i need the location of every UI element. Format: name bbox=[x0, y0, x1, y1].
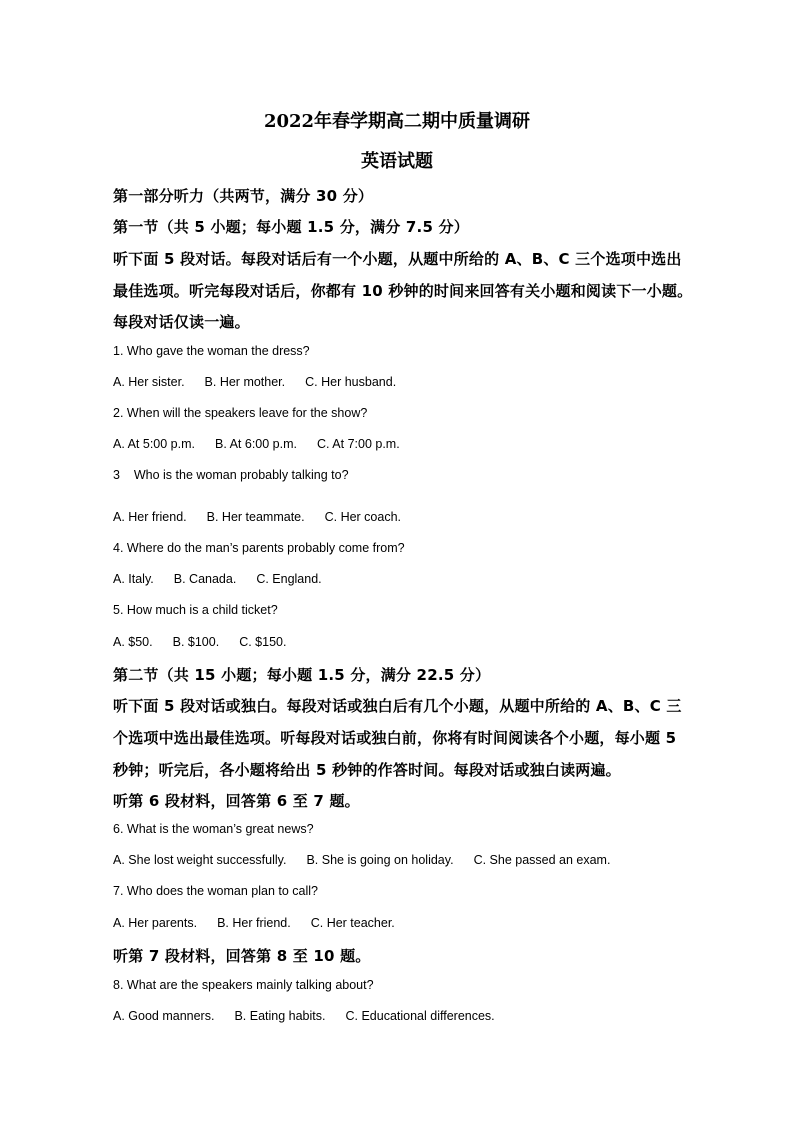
option-b: B. Canada. bbox=[173, 572, 237, 586]
section2-instruction-line: 秒钟；听完后，各小题将给出 5 秒钟的作答时间。每段对话或独白读两遍。 bbox=[113, 761, 621, 779]
section1-heading: 第一节（共 5 小题；每小题 1.5 分，满分 7.5 分） bbox=[113, 218, 469, 236]
question-1-options bbox=[113, 375, 416, 389]
option-c: C. $150. bbox=[239, 635, 287, 649]
question-8-stem: 8. What are the speakers mainly talking about? bbox=[113, 978, 374, 992]
question-4-options bbox=[113, 572, 342, 586]
option-b: B. $100. bbox=[172, 635, 220, 649]
question-3-options bbox=[113, 510, 421, 524]
option-b: B. Eating habits. bbox=[234, 1009, 326, 1023]
section1-instruction-line: 最佳选项。听完每段对话后，你都有 10 秒钟的时间来回答有关小题和阅读下一小题。 bbox=[113, 282, 693, 300]
exam-subtitle: 英语试题 bbox=[361, 151, 433, 172]
exam-title: 2022年春学期高二期中质量调研 bbox=[263, 111, 531, 132]
option-c: C. Educational differences. bbox=[345, 1009, 495, 1023]
material-6-heading: 听第 6 段材料，回答第 6 至 7 题。 bbox=[113, 792, 360, 810]
question-7-stem: 7. Who does the woman plan to call? bbox=[113, 884, 318, 898]
question-1-stem: 1. Who gave the woman the dress? bbox=[113, 344, 310, 358]
question-8-options bbox=[113, 1009, 515, 1023]
section1-instruction-line: 每段对话仅读一遍。 bbox=[113, 313, 250, 331]
option-c: C. At 7:00 p.m. bbox=[317, 437, 400, 451]
option-a: A. She lost weight successfully. bbox=[113, 853, 287, 867]
question-2-stem: 2. When will the speakers leave for the show? bbox=[113, 406, 368, 420]
option-a: A. Her friend. bbox=[113, 510, 187, 524]
question-5-stem: 5. How much is a child ticket? bbox=[113, 603, 278, 617]
option-a: A. $50. bbox=[113, 635, 153, 649]
question-4-stem: 4. Where do the man’s parents probably come from? bbox=[113, 541, 405, 555]
option-b: B. Her friend. bbox=[217, 916, 291, 930]
option-a: A. Her sister. bbox=[113, 375, 185, 389]
option-b: B. At 6:00 p.m. bbox=[215, 437, 297, 451]
option-a: A. At 5:00 p.m. bbox=[113, 437, 195, 451]
section2-instruction-line: 听下面 5 段对话或独白。每段对话或独白后有几个小题，从题中所给的 A、B、C 三 bbox=[113, 697, 682, 715]
section1-instruction-line: 听下面 5 段对话。每段对话后有一个小题，从题中所给的 A、B、C 三个选项中选出 bbox=[113, 250, 682, 268]
option-c: C. She passed an exam. bbox=[473, 853, 611, 867]
section2-heading: 第二节（共 15 小题；每小题 1.5 分，满分 22.5 分） bbox=[113, 666, 491, 684]
option-a: A. Good manners. bbox=[113, 1009, 215, 1023]
option-c: C. Her husband. bbox=[305, 375, 397, 389]
option-b: B. Her mother. bbox=[204, 375, 286, 389]
question-6-stem: 6. What is the woman’s great news? bbox=[113, 822, 314, 836]
question-7-options bbox=[113, 916, 415, 930]
option-b: B. She is going on holiday. bbox=[306, 853, 454, 867]
option-c: C. Her coach. bbox=[324, 510, 402, 524]
material-7-heading: 听第 7 段材料，回答第 8 至 10 题。 bbox=[113, 947, 371, 965]
option-a: A. Her parents. bbox=[113, 916, 198, 930]
option-c: C. Her teacher. bbox=[310, 916, 395, 930]
question-6-options bbox=[113, 853, 630, 867]
question-5-options bbox=[113, 635, 306, 649]
section2-instruction-line: 个选项中选出最佳选项。听每段对话或独白前，你将有时间阅读各个小题，每小题 5 bbox=[113, 729, 677, 747]
question-2-options bbox=[113, 437, 420, 451]
option-a: A. Italy. bbox=[113, 572, 154, 586]
question-3-stem: 3 Who is the woman probably talking to? bbox=[113, 468, 349, 482]
option-c: C. England. bbox=[256, 572, 322, 586]
option-b: B. Her teammate. bbox=[206, 510, 305, 524]
part1-heading: 第一部分听力（共两节，满分 30 分） bbox=[113, 187, 374, 205]
